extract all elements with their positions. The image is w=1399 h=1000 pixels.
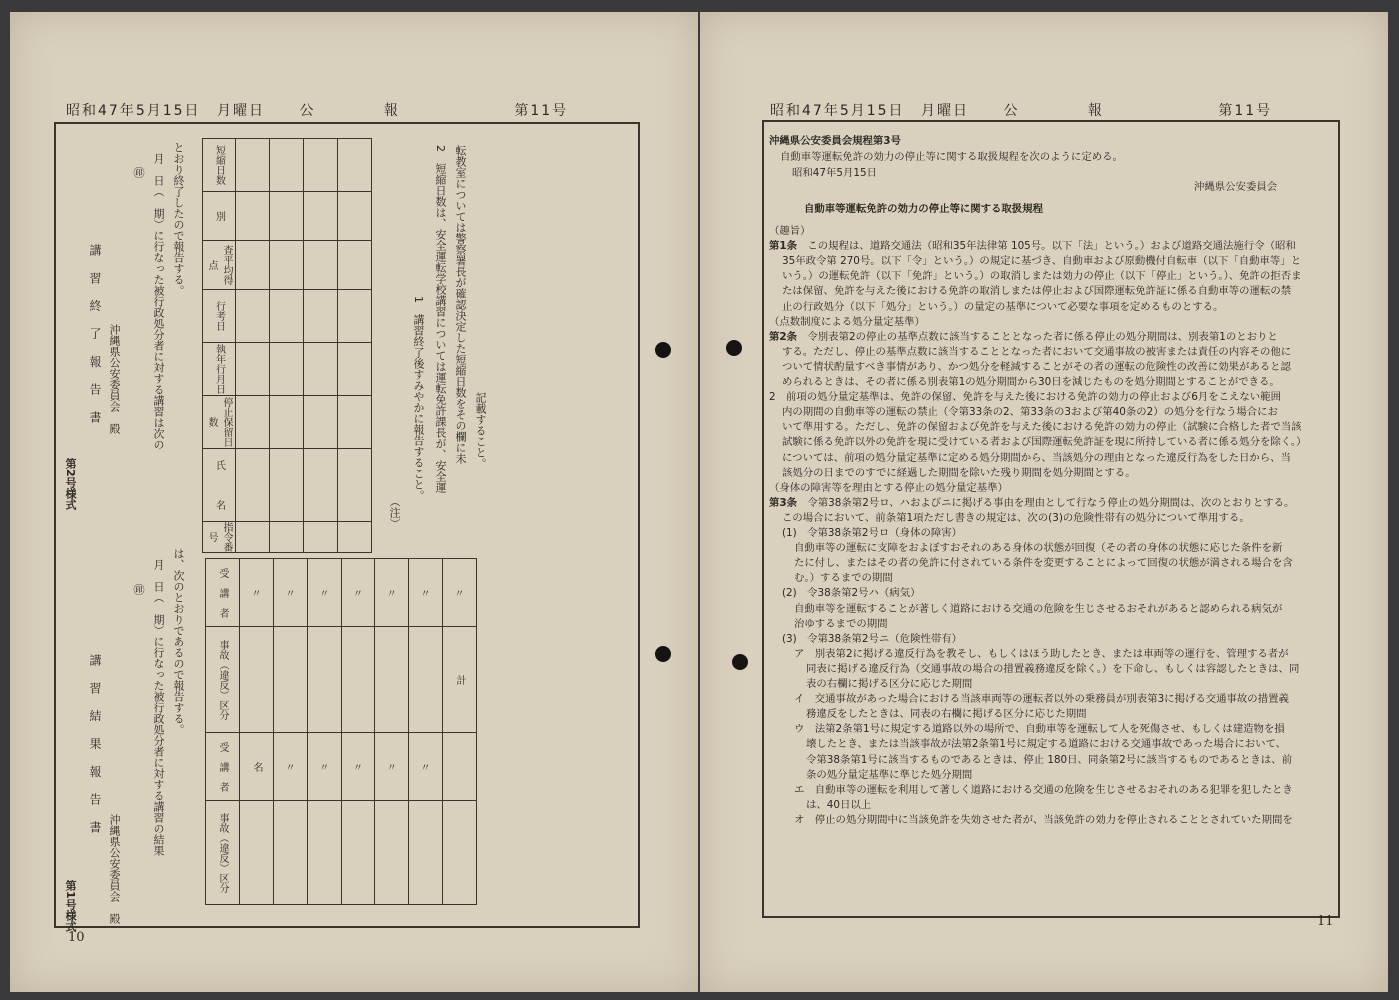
- right-page: [700, 12, 1388, 992]
- form1-ditto: 〃: [307, 733, 341, 801]
- rule-line: この場合において、前条第1項ただし書きの規定は、次の(3)の危険性帯有の処分について準用する。: [782, 511, 1250, 524]
- left-page: [10, 12, 698, 992]
- form1-ditto: 〃: [307, 559, 341, 627]
- rule-title: 自動車等運転免許の効力の停止等に関する取扱規程: [804, 203, 1043, 215]
- form2-title: 講 習 終 了 報 告 書: [88, 244, 102, 429]
- rule-line: 自動車等を運転することが著しく道路における交通の危険を生じさせるおそれがあると認められる病気が: [794, 602, 1283, 615]
- binding-hole: [655, 342, 671, 358]
- form1-ditto: 〃: [409, 733, 443, 801]
- rule-line: （点数制度による処分量定基準）: [769, 315, 925, 328]
- rule-line: は、40日以上: [806, 798, 872, 811]
- rule-number: 沖縄県公安委員会規程第3号: [769, 135, 901, 147]
- form2-note2a: 2 短縮日数は、安全運転学校講習については運転免許課長が、安全運: [434, 145, 447, 493]
- form1-body1: 月 日（ 期）に行なった被行政処分者に対する講習の結果: [152, 548, 165, 856]
- rule-intro: 自動車等運転免許の効力の停止等に関する取扱規程を次のように定める。: [780, 151, 1123, 163]
- form2-note2c: 記載すること。: [474, 392, 487, 469]
- form1-ditto: 〃: [341, 733, 375, 801]
- form1-head-a2: 事故（違反）区分: [206, 627, 240, 733]
- right-page-number: 11: [1317, 914, 1334, 929]
- form1-ditto: 〃: [341, 559, 375, 627]
- rule-line: ウ 法第2条第1号に規定する道路以外の場所で、自動車等を運転して人を死傷させ、もしくは建造物を損: [794, 723, 1285, 736]
- rule-line: たは保留、免許を与えた後における免許の取消しまたは停止および国際運転免許証に係る自動車等の運転の禁: [782, 285, 1292, 298]
- header-title-b: 報: [1087, 103, 1104, 119]
- right-header: [770, 100, 1272, 120]
- rule-line: (1) 令第38条第2号ロ（身体の障害）: [782, 527, 963, 539]
- rule-line: 止の行政処分（以下「処分」という。）の量定の基準について必要な事項を定めるものとする。: [782, 300, 1224, 313]
- form1-ditto: 〃: [375, 733, 409, 801]
- header-title-b: 報: [383, 103, 400, 119]
- form1-body2: は、次のとおりであるので報告する。: [172, 548, 185, 735]
- form1-ditto: 〃: [274, 559, 308, 627]
- form1-head-b1: 受 講 者: [206, 733, 240, 801]
- header-title-a: 公: [299, 103, 316, 119]
- left-page-number: 10: [68, 930, 85, 945]
- header-weekday: 月曜日: [921, 103, 969, 119]
- rule-line: 2 前項の処分量定基準は、免許の保留、免許を与えた後における免許の効力の停止および6月をこえない範囲: [769, 391, 1281, 404]
- form2-note2b: 転教室については警察署長が確認決定した短縮日数をその欄に未: [454, 145, 467, 464]
- rule-line: 壊したとき、または当該事故が法第2条第1号に規定する道路における交通事故であった場合において、: [806, 738, 1287, 751]
- rule-line: (2) 令38条第2号ハ（病気）: [782, 587, 921, 600]
- rule-line: 自動車等の運転に支障をおよぼすおそれのある身体の状態が回復（その者の身体の状態に応じた条件を新: [794, 542, 1283, 555]
- rule-line: 該処分の日までのすでに経過した期間を除いた残り期間を処分期間とする。: [782, 466, 1136, 479]
- form2-col-8: 指令番号: [203, 522, 236, 553]
- rule-line: いて準用する。ただし、免許の保留および免許を与えた後における免許の効力の停止（試験に合格した者で当該: [782, 421, 1302, 434]
- form1-ditto: 〃: [442, 559, 476, 627]
- rule-line: 第3条 令第38条第2号ロ、ハおよびニに掲げる事由を理由として行なう停止の処分期間は、次のとおりとする。: [769, 496, 1295, 509]
- form1-ditto: 〃: [409, 559, 443, 627]
- rule-issuer: 沖縄県公安委員会: [1194, 181, 1278, 193]
- rule-line: 35年政令第 270号。以下「令」という。）の規定に基づき、自動車および原動機付自転車（以下「自動車等」と: [782, 255, 1302, 268]
- rule-line: ア 別表第2に掲げる違反行為を教そし、もしくはほう助したとき、または車両等の運行を、管理する者が: [794, 647, 1289, 660]
- header-title-a: 公: [1003, 103, 1020, 119]
- form2-body1: 月 日（ 期）に行なった被行政処分者に対する講習は次の: [152, 142, 165, 450]
- form1-ditto: 〃: [375, 559, 409, 627]
- form2-col-3: 査平均得点: [203, 241, 236, 290]
- rule-line: する。ただし、停止の基準点数に該当することとなった者において交通事故の被害または責任の内容その他に: [782, 345, 1292, 358]
- rule-line: 表の右欄に掲げる区分に応じた期間: [806, 678, 973, 690]
- form2-note1: 1 講習終了後すみやかに報告すること。: [412, 296, 425, 501]
- rule-line: イ 交通事故があった場合における当該車両等の運転者以外の乗務員が別表第3に掲げる交通事故の措置義: [794, 693, 1289, 706]
- rule-line: 同表に掲げる違反行為（交通事故の場合の措置義務違反を除く。）を下命し、もしくは容認したときは、同: [806, 662, 1300, 675]
- rule-line: については、前項の処分量定基準に定める処分期間から、当該処分の理由となった違反行為をした日から、当: [782, 451, 1291, 464]
- rule-line: オ 停止の処分期間中に当該免許を失効させた者が、当該免許の効力を停止されることとされていた期間を: [794, 813, 1293, 826]
- header-issue: 第11号: [514, 103, 569, 119]
- rule-line: 治ゆするまでの期間: [794, 617, 888, 630]
- form2-seal: ㊞: [132, 167, 145, 178]
- form2-col-7: 氏 名: [203, 449, 236, 522]
- form1-title: 講 習 結 果 報 告 書: [88, 654, 102, 839]
- form2-col-4: 行考日: [203, 290, 236, 343]
- form1-seal: ㊞: [132, 584, 145, 595]
- rule-line: 令第38条第1号に該当するものであるときは、停止 180日、同条第2号に該当するものであるときは、前: [806, 753, 1292, 766]
- header-weekday: 月曜日: [217, 103, 265, 119]
- rule-line: いう。）の運転免許（以下「免許」という。）の取消しまたは効力の停止（以下「停止」という。）、免許の拒否ま: [782, 270, 1302, 283]
- rule-line: エ 自動車等の運転を利用して著しく道路における交通の危険を生じさせるおそれのある犯罪を犯したとき: [794, 783, 1293, 796]
- rule-date: 昭和47年5月15日: [792, 167, 878, 179]
- form2-label: 第2号様式: [64, 458, 77, 510]
- form1-table: [205, 558, 477, 905]
- form2-table: [202, 138, 372, 553]
- rule-line: 第1条 この規程は、道路交通法（昭和35年法律第 105号。以下「法」という。）および道路交通法施行令（昭和: [769, 240, 1296, 253]
- header-date: 昭和47年5月15日: [66, 103, 201, 119]
- form1-ditto: 〃: [274, 733, 308, 801]
- form1-head-a1: 事故（違反）区分: [206, 801, 240, 905]
- rule-line: められるときは、その者に係る別表第1の処分期間から30日を減じたものを処分期間とすることができる。: [782, 376, 1280, 388]
- rule-line: む。）するまでの期間: [794, 572, 893, 585]
- form2-col-2: 別: [203, 192, 236, 241]
- rule-line: たに付し、またはその者の免許に付されている条件を変更することによって回復の状態が満される場合を含: [794, 557, 1293, 570]
- left-header: [66, 100, 568, 120]
- form2-body2: とおり終了したので報告する。: [172, 142, 185, 296]
- rule-line: （身体の障害等を理由とする停止の処分量定基準）: [769, 481, 1008, 494]
- rule-line: 条の処分量定基準に準じた処分期間: [806, 768, 973, 781]
- rule-line: （趣旨）: [769, 225, 811, 237]
- form2-addressee: 沖縄県公安委員会 殿: [108, 324, 121, 434]
- form1-first-cell: 名: [240, 733, 274, 801]
- rule-line: 内の期間の自動車等の運転の禁止（令第33条の2、第33条の3および第40条の2）の処分を行なう場合にお: [782, 406, 1278, 419]
- rule-line: ついて情状酌量すべき事情があり、かつ処分を軽減することがその者の運転の危険性の改善に効果があると認: [782, 360, 1291, 373]
- rule-line: 第2条 令別表第2の停止の基準点数に該当することとなった者に係る停止の処分期間は、別表第1のとおりと: [769, 330, 1278, 343]
- form2-note-label: （注）: [388, 496, 401, 529]
- header-date: 昭和47年5月15日: [770, 103, 905, 119]
- rule-line: 試験に係る免許以外の免許を現に受けている者および国際運転免許証を現に所持している者に係る処分を除く。）: [782, 436, 1307, 449]
- form1-ditto: 〃: [240, 559, 274, 627]
- form2-col-6: 停止保留日数: [203, 396, 236, 449]
- form2-col-1: 短縮日数: [203, 139, 236, 192]
- form1-total: 計: [442, 627, 476, 733]
- header-issue: 第11号: [1218, 103, 1273, 119]
- form1-label: 第1号様式: [64, 880, 77, 932]
- rule-line: 務違反をしたときは、同表の右欄に掲げる区分に応じた期間: [806, 708, 1087, 721]
- rule-line: (3) 令第38条第2号ニ（危険性帯有）: [782, 632, 963, 645]
- binding-hole: [655, 646, 671, 662]
- binding-hole: [726, 340, 742, 356]
- binding-hole: [732, 654, 748, 670]
- form1-head-b2: 受 講 者: [206, 559, 240, 627]
- form2-col-5: 執年行月日: [203, 343, 236, 396]
- form1-addressee: 沖縄県公安委員会 殿: [108, 814, 121, 924]
